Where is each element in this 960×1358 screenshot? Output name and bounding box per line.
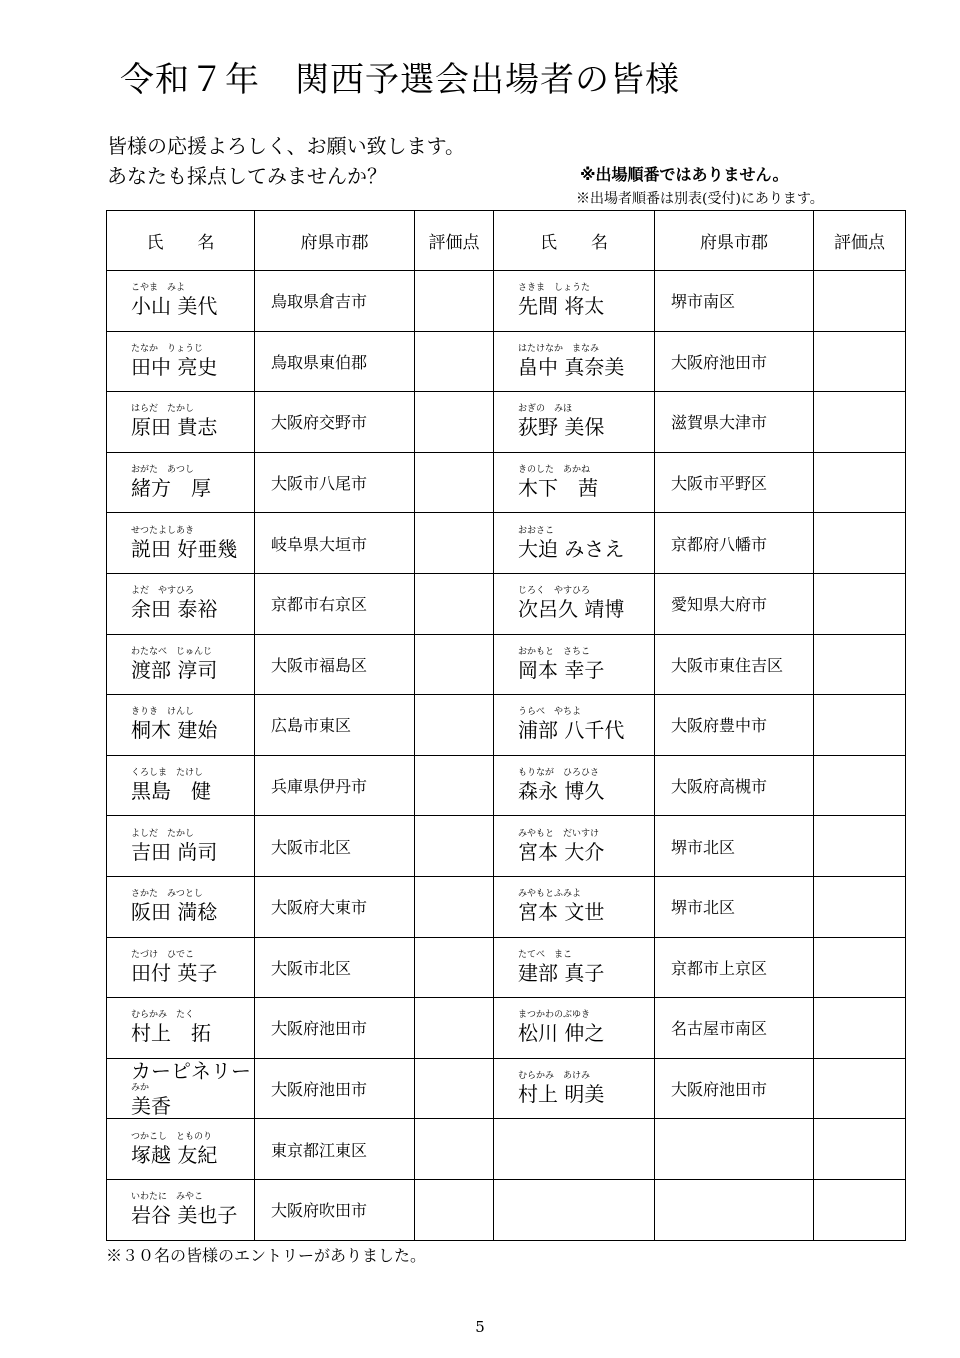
contestant-prefecture: 京都府八幡市: [655, 513, 814, 574]
contestant-name-cell: [107, 1179, 255, 1240]
score-cell[interactable]: [814, 876, 906, 937]
score-cell[interactable]: [814, 937, 906, 998]
contestant-prefecture: 大阪府池田市: [655, 331, 814, 392]
score-cell[interactable]: [814, 998, 906, 1059]
contestant-prefecture: 大阪府高槻市: [655, 755, 814, 816]
contestant-name: 先間 将太: [518, 294, 605, 319]
contestant-prefecture: [655, 1119, 814, 1180]
contestant-name-cell: [494, 695, 655, 756]
contestant-name-cell: [107, 816, 255, 877]
intro-line-1: 皆様の応援よろしく、お願い致します。: [107, 134, 465, 158]
contestant-prefecture: 愛知県大府市: [655, 573, 814, 634]
contestant-name: 田付 英子: [131, 960, 218, 985]
score-cell[interactable]: [415, 695, 494, 756]
score-cell[interactable]: [814, 695, 906, 756]
score-cell[interactable]: [814, 392, 906, 453]
contestant-prefecture: 大阪市北区: [255, 937, 415, 998]
contestant-prefecture: 大阪市平野区: [655, 452, 814, 513]
contestant-furigana: たてべ まこ: [518, 949, 573, 960]
contestant-name-cell: [107, 876, 255, 937]
contestant-name-cell: [107, 1058, 255, 1119]
contestant-prefecture: 大阪府池田市: [255, 998, 415, 1059]
contestant-name-cell: [494, 1179, 655, 1240]
contestant-name: 渡部 淳司: [131, 657, 218, 682]
order-note: ※出場順番ではありません。: [580, 165, 789, 184]
score-cell[interactable]: [415, 998, 494, 1059]
contestant-name-cell: [494, 816, 655, 877]
contestant-name-cell: [494, 937, 655, 998]
score-cell[interactable]: [814, 331, 906, 392]
contestant-furigana: つかこし とものり: [131, 1131, 213, 1142]
contestant-name-cell: [107, 937, 255, 998]
contestant-furigana: きりき けんし: [131, 707, 195, 718]
header-score-left: 評価点: [415, 211, 494, 271]
table-row: [107, 452, 906, 513]
contestant-name-cell: [107, 695, 255, 756]
contestant-name-cell: [107, 271, 255, 332]
table-row: [107, 1119, 906, 1180]
page-number: 5: [475, 1318, 485, 1336]
intro-line-2: あなたも採点してみませんか？: [107, 164, 387, 188]
contestant-prefecture: 大阪市東住吉区: [655, 634, 814, 695]
contestant-name: 塚越 友紀: [131, 1142, 218, 1167]
contestant-prefecture: [655, 1179, 814, 1240]
contestant-prefecture: 大阪府豊中市: [655, 695, 814, 756]
contestant-name-cell: [107, 513, 255, 574]
contestant-name: 黒島 健: [131, 779, 211, 804]
score-cell[interactable]: [814, 816, 906, 877]
table-row: [107, 876, 906, 937]
contestant-furigana: まつかわのぶゆき: [518, 1010, 591, 1021]
score-cell[interactable]: [415, 271, 494, 332]
score-cell[interactable]: [814, 1179, 906, 1240]
contestant-name: 原田 貴志: [131, 415, 218, 440]
contestant-name-cell: [107, 998, 255, 1059]
score-cell[interactable]: [415, 1058, 494, 1119]
contestant-name-cell: [494, 573, 655, 634]
score-cell[interactable]: [415, 755, 494, 816]
contestant-name-cell: [107, 392, 255, 453]
contestant-name-cell: [494, 392, 655, 453]
contestant-name: 畠中 真奈美: [518, 354, 625, 379]
score-cell[interactable]: [814, 1058, 906, 1119]
page-title: 令和７年 関西予選会出場者の皆様: [120, 60, 680, 100]
contestant-furigana: きのした あかね: [518, 465, 591, 476]
contestant-prefecture: 堺市北区: [655, 876, 814, 937]
contestant-name-cell: [494, 1058, 655, 1119]
contestant-name: 村上 明美: [518, 1082, 605, 1107]
contestant-name-cell: [107, 452, 255, 513]
contestant-prefecture: 堺市北区: [655, 816, 814, 877]
header-pref-right: 府県市郡: [655, 211, 814, 271]
contestant-furigana: さきま しょうた: [518, 283, 591, 294]
contestant-prefecture: 大阪府池田市: [255, 1058, 415, 1119]
contestant-name: 吉田 尚司: [131, 839, 218, 864]
score-cell[interactable]: [415, 634, 494, 695]
contestant-prefecture: 兵庫県伊丹市: [255, 755, 415, 816]
table-row: [107, 1058, 906, 1119]
contestant-furigana: みやもと だいすけ: [518, 828, 600, 839]
table-row: [107, 695, 906, 756]
contestant-prefecture: 名古屋市南区: [655, 998, 814, 1059]
score-cell[interactable]: [415, 1179, 494, 1240]
score-cell[interactable]: [814, 271, 906, 332]
contestant-prefecture: 京都市上京区: [655, 937, 814, 998]
contestant-prefecture: 東京都江東区: [255, 1119, 415, 1180]
table-row: [107, 392, 906, 453]
contestant-prefecture: 大阪市北区: [255, 816, 415, 877]
contestant-name: 宮本 文世: [518, 900, 605, 925]
contestant-prefecture: 岐阜県大垣市: [255, 513, 415, 574]
contestant-prefecture: 鳥取県倉吉市: [255, 271, 415, 332]
contestant-furigana: おかもと さちこ: [518, 646, 591, 657]
score-cell[interactable]: [814, 452, 906, 513]
contestant-furigana: はらだ たかし: [131, 404, 195, 415]
contestant-furigana: おぎの みほ: [518, 404, 573, 415]
table-row: [107, 1179, 906, 1240]
contestant-furigana: さかた みつとし: [131, 889, 203, 900]
header-pref-left: 府県市郡: [255, 211, 415, 271]
contestant-name-cell: [107, 1119, 255, 1180]
contestant-prefecture: 大阪府交野市: [255, 392, 415, 453]
contestant-name-cell: [494, 998, 655, 1059]
contestant-furigana: むらかみ あけみ: [518, 1071, 591, 1082]
score-cell[interactable]: [814, 513, 906, 574]
table-row: [107, 816, 906, 877]
contestant-furigana: たなか りょうじ: [131, 343, 204, 354]
contestant-furigana: うらべ やちよ: [518, 707, 582, 718]
score-cell[interactable]: [415, 1119, 494, 1180]
contestant-name: 説田 好亜幾: [131, 536, 238, 561]
contestant-name-cell: [494, 876, 655, 937]
contestant-prefecture: 大阪府吹田市: [255, 1179, 415, 1240]
contestant-name-cell: [494, 452, 655, 513]
score-cell[interactable]: [415, 392, 494, 453]
header-name-left: 氏 名: [107, 211, 255, 271]
contestant-name: 森永 博久: [518, 779, 605, 804]
contestant-name: 大迫 みさえ: [518, 536, 625, 561]
header-score-right: 評価点: [814, 211, 906, 271]
contestant-prefecture: 京都市右京区: [255, 573, 415, 634]
table-row: [107, 573, 906, 634]
contestant-name: 浦部 八千代: [518, 718, 625, 743]
contestant-name-top: カーピネリー: [131, 1059, 251, 1084]
contestant-furigana: もりなが ひろひさ: [518, 768, 600, 779]
contestant-name-cell: [107, 573, 255, 634]
contestant-furigana: おおさこ: [518, 525, 555, 536]
contestant-name: 桐木 建始: [131, 718, 218, 743]
contestant-name: 田中 亮史: [131, 354, 218, 379]
contestant-name: 小山 美代: [131, 294, 218, 319]
table-row: [107, 937, 906, 998]
table-row: [107, 331, 906, 392]
contestant-prefecture: 滋賀県大津市: [655, 392, 814, 453]
contestant-prefecture: 大阪府池田市: [655, 1058, 814, 1119]
contestant-prefecture: 鳥取県東伯郡: [255, 331, 415, 392]
contestant-name: 木下 茜: [518, 476, 598, 501]
contestant-furigana: むらかみ たく: [131, 1010, 195, 1021]
contestant-furigana: おがた あつし: [131, 465, 195, 476]
contestant-furigana: せつたよしあき: [131, 525, 195, 536]
contestant-furigana: たづけ ひでこ: [131, 949, 195, 960]
table-row: [107, 634, 906, 695]
table-row: [107, 755, 906, 816]
contestant-furigana: みか: [131, 1083, 150, 1094]
header-name-right: 氏 名: [494, 211, 655, 271]
contestant-name-cell: [107, 634, 255, 695]
contestant-name-cell: [494, 755, 655, 816]
contestant-name: 村上 拓: [131, 1021, 211, 1046]
score-cell[interactable]: [415, 937, 494, 998]
contestant-furigana: いわたに みやこ: [131, 1192, 204, 1203]
contestant-prefecture: 大阪府大東市: [255, 876, 415, 937]
contestant-name: 緒方 厚: [131, 476, 211, 501]
contestant-furigana: みやもとふみよ: [518, 889, 582, 900]
contestant-furigana: はたけなか まなみ: [518, 343, 600, 354]
contestant-furigana: くろしま たけし: [131, 768, 204, 779]
score-cell[interactable]: [415, 331, 494, 392]
contestant-name-cell: [494, 1119, 655, 1180]
contestant-furigana: わたなべ じゅんじ: [131, 646, 213, 657]
contestant-name-cell: [494, 634, 655, 695]
contestant-prefecture: 大阪市福島区: [255, 634, 415, 695]
table-header-row: [107, 211, 906, 271]
contestant-name-cell: [107, 331, 255, 392]
contestant-furigana: よしだ たかし: [131, 828, 195, 839]
contestant-name: 松川 伸之: [518, 1021, 605, 1046]
table-row: [107, 513, 906, 574]
entry-count-note: ※３０名の皆様のエントリーがありました。: [106, 1246, 427, 1265]
contestant-name-cell: [107, 755, 255, 816]
score-cell[interactable]: [814, 573, 906, 634]
contestant-name: 余田 泰裕: [131, 597, 218, 622]
order-subnote: ※出場者順番は別表(受付)にあります。: [576, 191, 824, 207]
contestant-prefecture: 広島市東区: [255, 695, 415, 756]
score-cell[interactable]: [814, 755, 906, 816]
table-row: [107, 998, 906, 1059]
contestant-name-cell: [494, 331, 655, 392]
contestant-furigana: こやま みよ: [131, 283, 186, 294]
contestant-name: 宮本 大介: [518, 839, 605, 864]
contestant-name: 建部 真子: [518, 960, 605, 985]
score-cell[interactable]: [415, 876, 494, 937]
score-cell[interactable]: [415, 573, 494, 634]
score-cell[interactable]: [415, 816, 494, 877]
contestant-name-cell: [494, 513, 655, 574]
score-cell[interactable]: [814, 1119, 906, 1180]
contestant-prefecture: 堺市南区: [655, 271, 814, 332]
contestant-name-cell: [494, 271, 655, 332]
score-cell[interactable]: [415, 452, 494, 513]
score-cell[interactable]: [415, 513, 494, 574]
contestant-name: 荻野 美保: [518, 415, 605, 440]
contestant-furigana: よだ やすひろ: [131, 586, 195, 597]
contestant-name: 美香: [131, 1094, 171, 1119]
contestant-name: 次呂久 靖博: [518, 597, 625, 622]
contestant-furigana: じろく やすひろ: [518, 586, 591, 597]
contestant-prefecture: 大阪市八尾市: [255, 452, 415, 513]
contestant-name: 岡本 幸子: [518, 657, 605, 682]
score-cell[interactable]: [814, 634, 906, 695]
contestant-name: 阪田 満稔: [131, 900, 218, 925]
table-row: [107, 271, 906, 332]
contestant-name: 岩谷 美也子: [131, 1203, 238, 1228]
contestant-table: [106, 210, 906, 1241]
